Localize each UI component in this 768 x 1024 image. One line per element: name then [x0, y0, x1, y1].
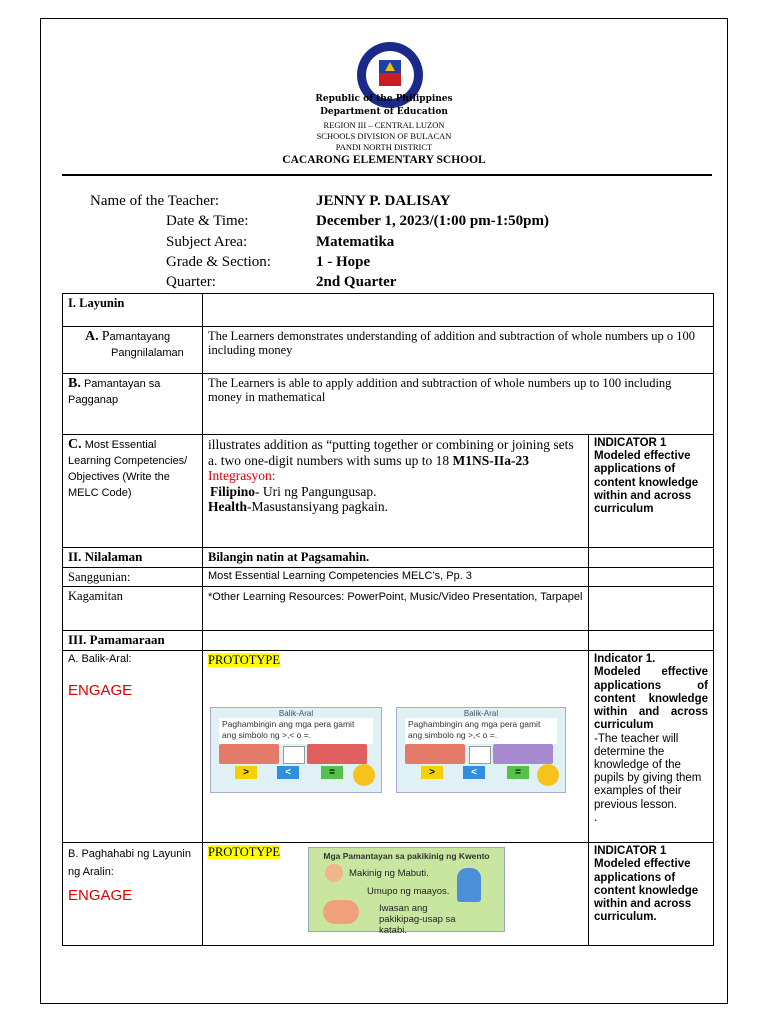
table-row: [63, 567, 714, 586]
sun-icon: [537, 764, 559, 786]
teacher-label: Name of the Teacher:: [90, 193, 220, 209]
prototype-label: PROTOTYPE: [208, 845, 281, 860]
balik-aral-slide-image: Balik-Aral Paghambingin ang mga pera gamit ang simbolo ng >,< o =. > < =: [396, 707, 566, 793]
melc-content: illustrates addition as “putting together or combining or joining sets a. two one-digit numbers with sums up to 18 M1NS-IIa-23 Integrasyon: Filipino- Uri ng Pangungusap. Health-Masustansiyang pagkain.: [203, 435, 589, 548]
pamantayang-label: A. Pamantayang Pangnilalaman: [63, 327, 203, 374]
quarter-value: 2nd Quarter: [316, 274, 397, 290]
answer-box: [469, 746, 491, 764]
sanggunian-label: Sanggunian:: [63, 567, 203, 586]
peso-bill-icon: [307, 744, 367, 764]
grade-value: 1 - Hope: [316, 254, 371, 270]
kagamitan-value: *Other Learning Resources: PowerPoint, Music/Video Presentation, Tarpapel: [203, 587, 589, 631]
sun-icon: [353, 764, 375, 786]
layunin-heading: I. Layunin: [63, 294, 203, 327]
teacher-value: JENNY P. DALISAY: [316, 193, 451, 209]
peso-bill-icon: [405, 744, 465, 764]
pamantayang-content: The Learners demonstrates understanding of addition and subtraction of whole numbers up o 100 including money: [203, 327, 714, 374]
school-name: CACARONG ELEMENTARY SCHOOL: [282, 154, 486, 166]
sanggunian-value: Most Essential Learning Competencies MELC’s, Pp. 3: [203, 567, 589, 586]
equal-button: =: [321, 766, 343, 779]
prototype-label: PROTOTYPE: [208, 653, 281, 668]
date-value: December 1, 2023/(1:00 pm-1:50pm): [316, 213, 550, 229]
date-label: Date & Time:: [166, 213, 249, 229]
quarter-label: Quarter:: [166, 274, 216, 290]
paghahabi-cell: [63, 843, 203, 946]
greater-than-button: >: [421, 766, 443, 779]
peso-bill-icon: [219, 744, 279, 764]
division-line: SCHOOLS DIVISION OF BULACAN: [316, 131, 452, 141]
melc-indicator: INDICATOR 1 Modeled effective applications of content knowledge within and across curriculum: [589, 435, 714, 548]
balik-aral-slide-image: Balik-Aral Paghambingin ang mga pera gamit ang simbolo ng >,< o =. > < =: [210, 707, 382, 793]
melc-label: C. Most Essential Learning Competencies/ Objectives (Write the MELC Code): [63, 435, 203, 548]
engage-label: ENGAGE: [68, 681, 133, 699]
table-row: [63, 631, 714, 651]
less-than-button: <: [277, 766, 299, 779]
table-row: [63, 327, 714, 374]
paghahabi-label: B. Paghahabi ng Layunin ng Aralin:: [68, 848, 191, 879]
balik-aral-label: A. Balik-Aral:: [68, 653, 132, 666]
balik-aral-cell: [63, 651, 203, 843]
header-divider: [62, 174, 712, 176]
engage-label: ENGAGE: [68, 887, 133, 905]
kagamitan-label: Kagamitan: [63, 587, 203, 631]
child-illustration-icon: [457, 868, 481, 902]
nilalaman-heading: II. Nilalaman: [63, 548, 203, 568]
district-line: PANDI NORTH DISTRICT: [335, 142, 433, 152]
table-row: [63, 294, 714, 327]
paghahabi-indicator: INDICATOR 1 Modeled effective applications of content knowledge within and across curriculum.: [589, 843, 714, 946]
equal-button: =: [507, 766, 529, 779]
ear-icon: [325, 864, 343, 882]
table-row: [63, 374, 714, 435]
balik-aral-indicator: Indicator 1. Modeled effective applications of content knowledge within and across curriculum -The teacher will determine the knowledge of the pupils by giving them examples of their previous lesson. .: [589, 651, 714, 843]
subject-value: Matematika: [316, 234, 395, 250]
table-row: [63, 435, 714, 548]
pagganap-label: B. Pamantayan sa Pagganap: [63, 374, 203, 435]
less-than-button: <: [463, 766, 485, 779]
pamamaraan-heading: III. Pamamaraan: [63, 631, 203, 651]
table-row: [63, 587, 714, 631]
table-row: [63, 548, 714, 568]
pamantayan-story-image: Mga Pamantayan sa pakikinig ng Kwento Makinig ng Mabuti. Umupo ng maayos. Iwasan ang pakikipag-usap sa katabi.: [308, 847, 505, 932]
nilalaman-value: Bilangin natin at Pagsamahin.: [203, 548, 589, 568]
grade-label: Grade & Section:: [166, 254, 271, 270]
answer-box: [283, 746, 305, 764]
region-line: REGION III – CENTRAL LUZON: [323, 120, 445, 130]
pagganap-content: The Learners is able to apply addition and subtraction of whole numbers up to 100 including money in mathematical: [203, 374, 714, 435]
republic-line: Republic of the Philippines: [315, 94, 453, 104]
department-line: Department of Education: [320, 107, 448, 117]
greater-than-button: >: [235, 766, 257, 779]
subject-label: Subject Area:: [166, 234, 248, 250]
peso-bill-icon: [493, 744, 553, 764]
table-row: [63, 651, 714, 843]
children-illustration-icon: [323, 900, 359, 924]
